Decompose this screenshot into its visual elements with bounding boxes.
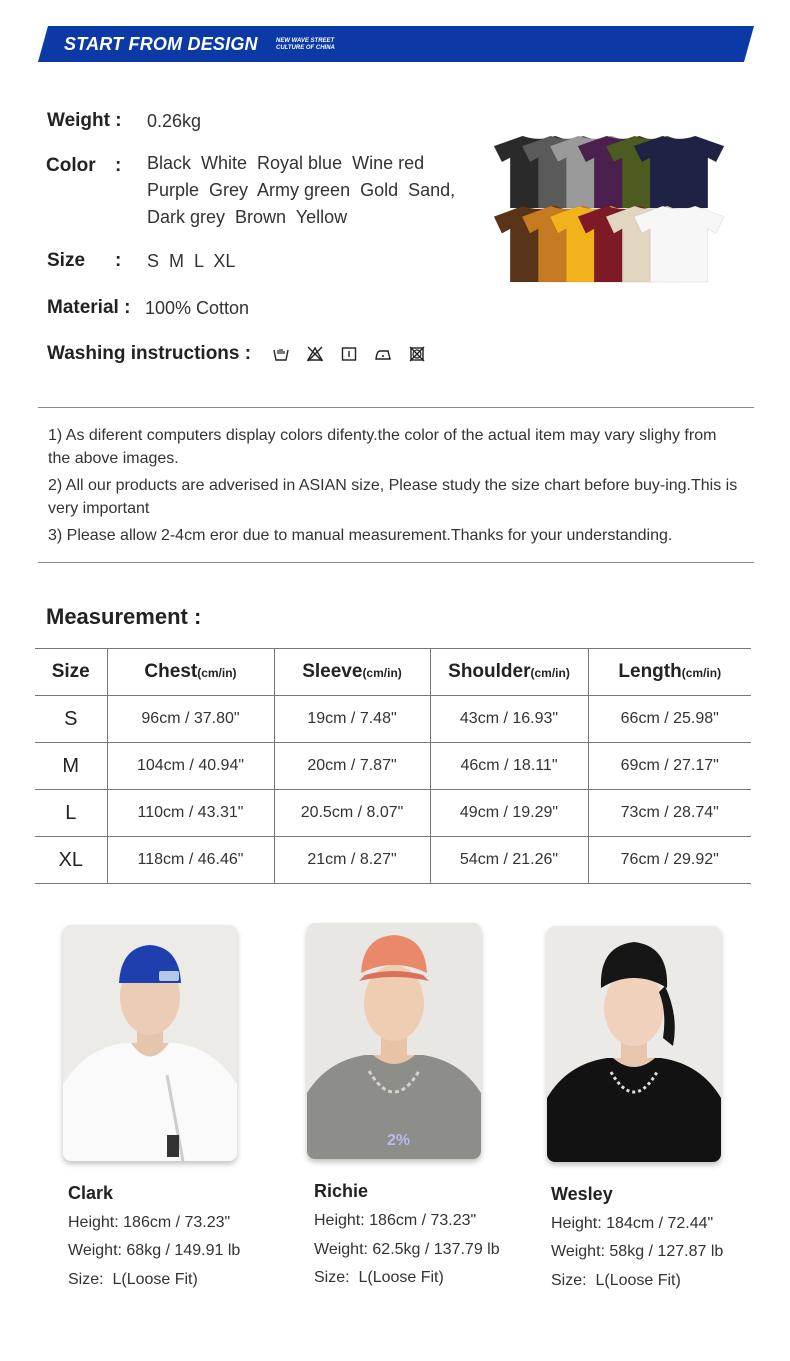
no-bleach-icon [306, 345, 324, 363]
banner-subtitle-line1: NEW WAVE STREET [276, 38, 335, 44]
shoulder-cell: 49cm / 19.29" [430, 790, 588, 837]
banner-subtitle [276, 38, 335, 52]
banner [38, 26, 754, 62]
model-weight-wesley: Weight: 58kg / 127.87 lb [551, 1243, 724, 1260]
model-name-wesley: Wesley [551, 1184, 613, 1204]
sleeve-cell: 20.5cm / 8.07" [274, 790, 430, 837]
table-row [35, 743, 751, 790]
hand-wash-icon [272, 345, 290, 363]
banner-title: START FROM DESIGN [64, 34, 258, 54]
model-height-richie: Height: 186cm / 73.23" [314, 1212, 477, 1229]
size-cell: L [35, 790, 107, 837]
model-name-richie: Richie [314, 1181, 369, 1201]
size-label: Size [47, 250, 86, 271]
table-row [35, 696, 751, 743]
model-photo-wesley [547, 926, 721, 1162]
model-height-wesley: Height: 184cm / 72.44" [551, 1215, 714, 1232]
model-size-wesley: Size: L(Loose Fit) [551, 1272, 681, 1289]
header-chest: Chest(cm/in) [107, 649, 274, 696]
sleeve-cell: 20cm / 7.87" [274, 743, 430, 790]
header-length: Length(cm/in) [588, 649, 751, 696]
model-wesley-illustration [547, 926, 721, 1162]
table-row [35, 790, 751, 837]
low-iron-icon [374, 345, 392, 363]
tshirt-colors-image [494, 134, 724, 284]
model-height-clark: Height: 186cm / 73.23" [68, 1214, 231, 1231]
length-cell: 76cm / 29.92" [588, 837, 751, 884]
length-cell: 69cm / 27.17" [588, 743, 751, 790]
weight-label: Weight : [47, 110, 122, 131]
size-cell: S [35, 696, 107, 743]
header-size: Size [35, 649, 107, 696]
no-tumble-dry-icon [408, 345, 426, 363]
notes [48, 424, 738, 551]
chest-cell: 104cm / 40.94" [107, 743, 274, 790]
shoulder-cell: 46cm / 18.11" [430, 743, 588, 790]
table-row [35, 837, 751, 884]
size-chart-table [35, 648, 751, 884]
model-weight-clark: Weight: 68kg / 149.91 lb [68, 1242, 241, 1259]
richie-shirt-print: 2% [387, 1132, 411, 1149]
measurement-title: Measurement : [46, 604, 202, 629]
model-photo-clark [63, 925, 237, 1161]
chest-cell: 96cm / 37.80" [107, 696, 274, 743]
sleeve-cell: 19cm / 7.48" [274, 696, 430, 743]
size-value: S M L XL [147, 251, 236, 271]
length-cell: 66cm / 25.98" [588, 696, 751, 743]
note-1: 1) As diferent computers display colors difenty.the color of the actual item may vary slighy from the above images. [48, 427, 717, 467]
chest-cell: 110cm / 43.31" [107, 790, 274, 837]
shoulder-cell: 54cm / 21.26" [430, 837, 588, 884]
divider-bottom [38, 562, 754, 563]
color-colon: : [115, 155, 122, 176]
note-3: 3) Please allow 2-4cm eror due to manual measurement.Thanks for your understanding. [48, 527, 673, 544]
header-sleeve: Sleeve(cm/in) [274, 649, 430, 696]
banner-subtitle-line2: CULTURE OF CHINA [276, 45, 335, 51]
model-weight-richie: Weight: 62.5kg / 137.79 lb [314, 1241, 500, 1258]
line-dry-icon [340, 345, 358, 363]
sleeve-cell: 21cm / 8.27" [274, 837, 430, 884]
length-cell: 73cm / 28.74" [588, 790, 751, 837]
material-value: 100% Cotton [145, 298, 250, 318]
washing-label: Washing instructions : [47, 343, 252, 364]
header-shoulder: Shoulder(cm/in) [430, 649, 588, 696]
weight-value: 0.26kg [147, 111, 202, 131]
chest-cell: 118cm / 46.46" [107, 837, 274, 884]
shoulder-cell: 43cm / 16.93" [430, 696, 588, 743]
table-header-row [35, 649, 751, 696]
color-line-1: Black White Royal blue Wine red [147, 153, 425, 173]
size-colon: : [115, 250, 122, 271]
model-name-clark: Clark [68, 1183, 114, 1203]
color-value [147, 150, 492, 231]
model-richie-illustration [307, 923, 481, 1159]
model-clark-illustration [63, 925, 237, 1161]
color-label: Color [46, 155, 96, 176]
model-size-richie: Size: L(Loose Fit) [314, 1269, 444, 1286]
note-2: 2) All our products are adverised in ASIAN size, Please study the size chart before buy-ing.This is very important [48, 477, 738, 517]
color-line-3: Dark grey Brown Yellow [147, 207, 348, 227]
washing-icons [272, 345, 426, 363]
material-label: Material : [47, 297, 131, 318]
size-cell: M [35, 743, 107, 790]
model-size-clark: Size: L(Loose Fit) [68, 1271, 198, 1288]
model-photo-richie [307, 923, 481, 1159]
divider-top [38, 407, 754, 408]
size-cell: XL [35, 837, 107, 884]
color-line-2: Purple Grey Army green Gold Sand, [147, 180, 456, 200]
